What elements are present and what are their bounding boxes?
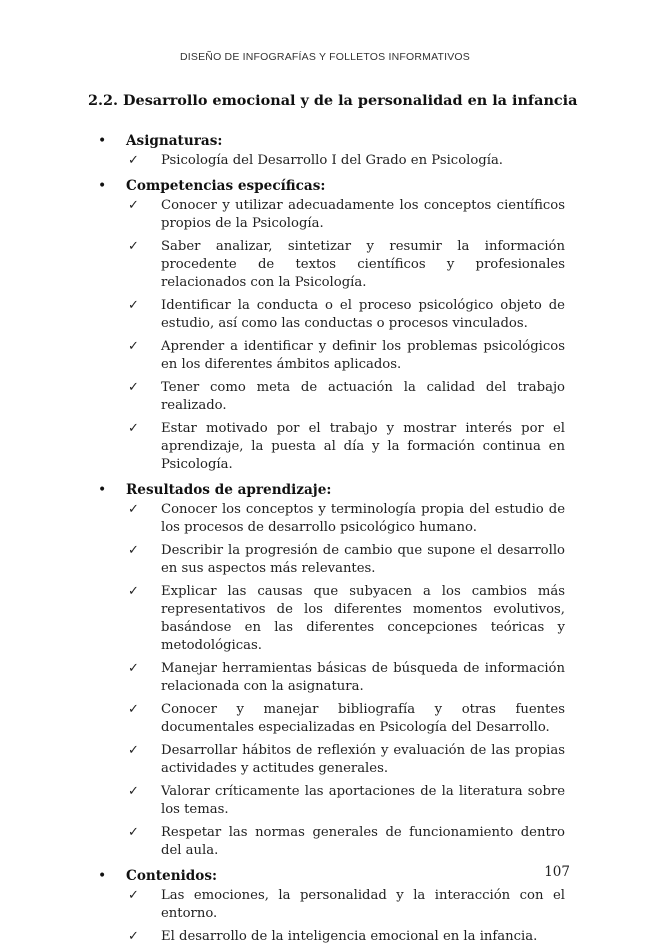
running-header: DISEÑO DE INFOGRAFÍAS Y FOLLETOS INFORMATIVOS xyxy=(179,51,471,63)
bullet-block xyxy=(0,479,650,860)
checkmark-icon: ✓ xyxy=(128,421,139,436)
bullet-heading-row xyxy=(0,130,650,152)
list-item-text: Conocer y manejar bibliografía y otras fuentes documentales especializadas en Psicología del Desarrollo. xyxy=(161,702,565,735)
bullet-block xyxy=(0,130,650,170)
list-item-text: El desarrollo de la inteligencia emocional en la infancia. xyxy=(161,929,538,944)
checkmark-icon: ✓ xyxy=(128,198,139,213)
list-item xyxy=(0,928,650,946)
list-item-text: Estar motivado por el trabajo y mostrar interés por el aprendizaje, la puesta al día y la formación continua en Psicología. xyxy=(161,421,565,472)
list-item-text: Aprender a identificar y definir los problemas psicológicos en los diferentes ámbitos aplicados. xyxy=(161,339,565,372)
list-item xyxy=(0,583,650,655)
checkmark-icon: ✓ xyxy=(128,825,139,840)
bullet-icon: • xyxy=(98,178,107,194)
checkmark-icon: ✓ xyxy=(128,543,139,558)
list-item xyxy=(0,824,650,860)
bullet-heading-row xyxy=(0,479,650,501)
list-item xyxy=(0,338,650,374)
checkmark-icon: ✓ xyxy=(128,239,139,254)
bullet-icon: • xyxy=(98,482,107,498)
checkmark-icon: ✓ xyxy=(128,298,139,313)
list-item-text: Saber analizar, sintetizar y resumir la información procedente de textos científicos y profesionales relacionados con la Psicología. xyxy=(161,239,565,290)
checkmark-icon: ✓ xyxy=(128,888,139,903)
bullet-heading: Asignaturas: xyxy=(126,133,223,149)
checkmark-icon: ✓ xyxy=(128,153,139,168)
list-item xyxy=(0,501,650,537)
checkmark-icon: ✓ xyxy=(128,661,139,676)
list-item xyxy=(0,152,650,170)
list-item-text: Explicar las causas que subyacen a los cambios más representativos de los diferentes momentos evolutivos, basándose en las diferentes concepciones teóricas y metodológicas. xyxy=(161,584,565,653)
section-content xyxy=(0,130,650,951)
section-title: 2.2. Desarrollo emocional y de la personalidad en la infancia xyxy=(88,92,578,109)
bullet-heading: Competencias específicas: xyxy=(126,178,326,194)
bullet-heading: Contenidos: xyxy=(126,868,217,884)
bullet-heading: Resultados de aprendizaje: xyxy=(126,482,332,498)
list-item-text: Conocer y utilizar adecuadamente los conceptos científicos propios de la Psicología. xyxy=(161,198,565,231)
list-item xyxy=(0,660,650,696)
list-item xyxy=(0,701,650,737)
list-item xyxy=(0,238,650,292)
bullet-icon: • xyxy=(98,868,107,884)
list-item xyxy=(0,783,650,819)
list-item-text: Respetar las normas generales de funcionamiento dentro del aula. xyxy=(161,825,565,858)
checkmark-icon: ✓ xyxy=(128,584,139,599)
list-item-text: Identificar la conducta o el proceso psicológico objeto de estudio, así como las conductas o procesos vinculados. xyxy=(161,298,565,331)
list-item-text: Psicología del Desarrollo I del Grado en Psicología. xyxy=(161,153,503,168)
list-item-text: Las emociones, la personalidad y la interacción con el entorno. xyxy=(161,888,565,921)
checkmark-icon: ✓ xyxy=(128,743,139,758)
list-item-text: Tener como meta de actuación la calidad del trabajo realizado. xyxy=(161,380,565,413)
list-item xyxy=(0,297,650,333)
list-item-text: Describir la progresión de cambio que supone el desarrollo en sus aspectos más relevantes. xyxy=(161,543,565,576)
list-item-text: Valorar críticamente las aportaciones de la literatura sobre los temas. xyxy=(161,784,565,817)
checkmark-icon: ✓ xyxy=(128,929,139,944)
list-item xyxy=(0,542,650,578)
bullet-block xyxy=(0,175,650,474)
list-item xyxy=(0,197,650,233)
checkmark-icon: ✓ xyxy=(128,702,139,717)
checkmark-icon: ✓ xyxy=(128,502,139,517)
page-number: 107 xyxy=(544,864,570,880)
bullet-icon: • xyxy=(98,133,107,149)
list-item xyxy=(0,887,650,923)
list-item-text: Manejar herramientas básicas de búsqueda de información relacionada con la asignatura. xyxy=(161,661,565,694)
bullet-heading-row xyxy=(0,175,650,197)
checkmark-icon: ✓ xyxy=(128,339,139,354)
list-item-text: Conocer los conceptos y terminología propia del estudio de los procesos de desarrollo psicológico humano. xyxy=(161,502,565,535)
list-item-text: Desarrollar hábitos de reflexión y evaluación de las propias actividades y actitudes generales. xyxy=(161,743,565,776)
checkmark-icon: ✓ xyxy=(128,380,139,395)
checkmark-icon: ✓ xyxy=(128,784,139,799)
list-item xyxy=(0,742,650,778)
list-item xyxy=(0,379,650,415)
list-item xyxy=(0,420,650,474)
